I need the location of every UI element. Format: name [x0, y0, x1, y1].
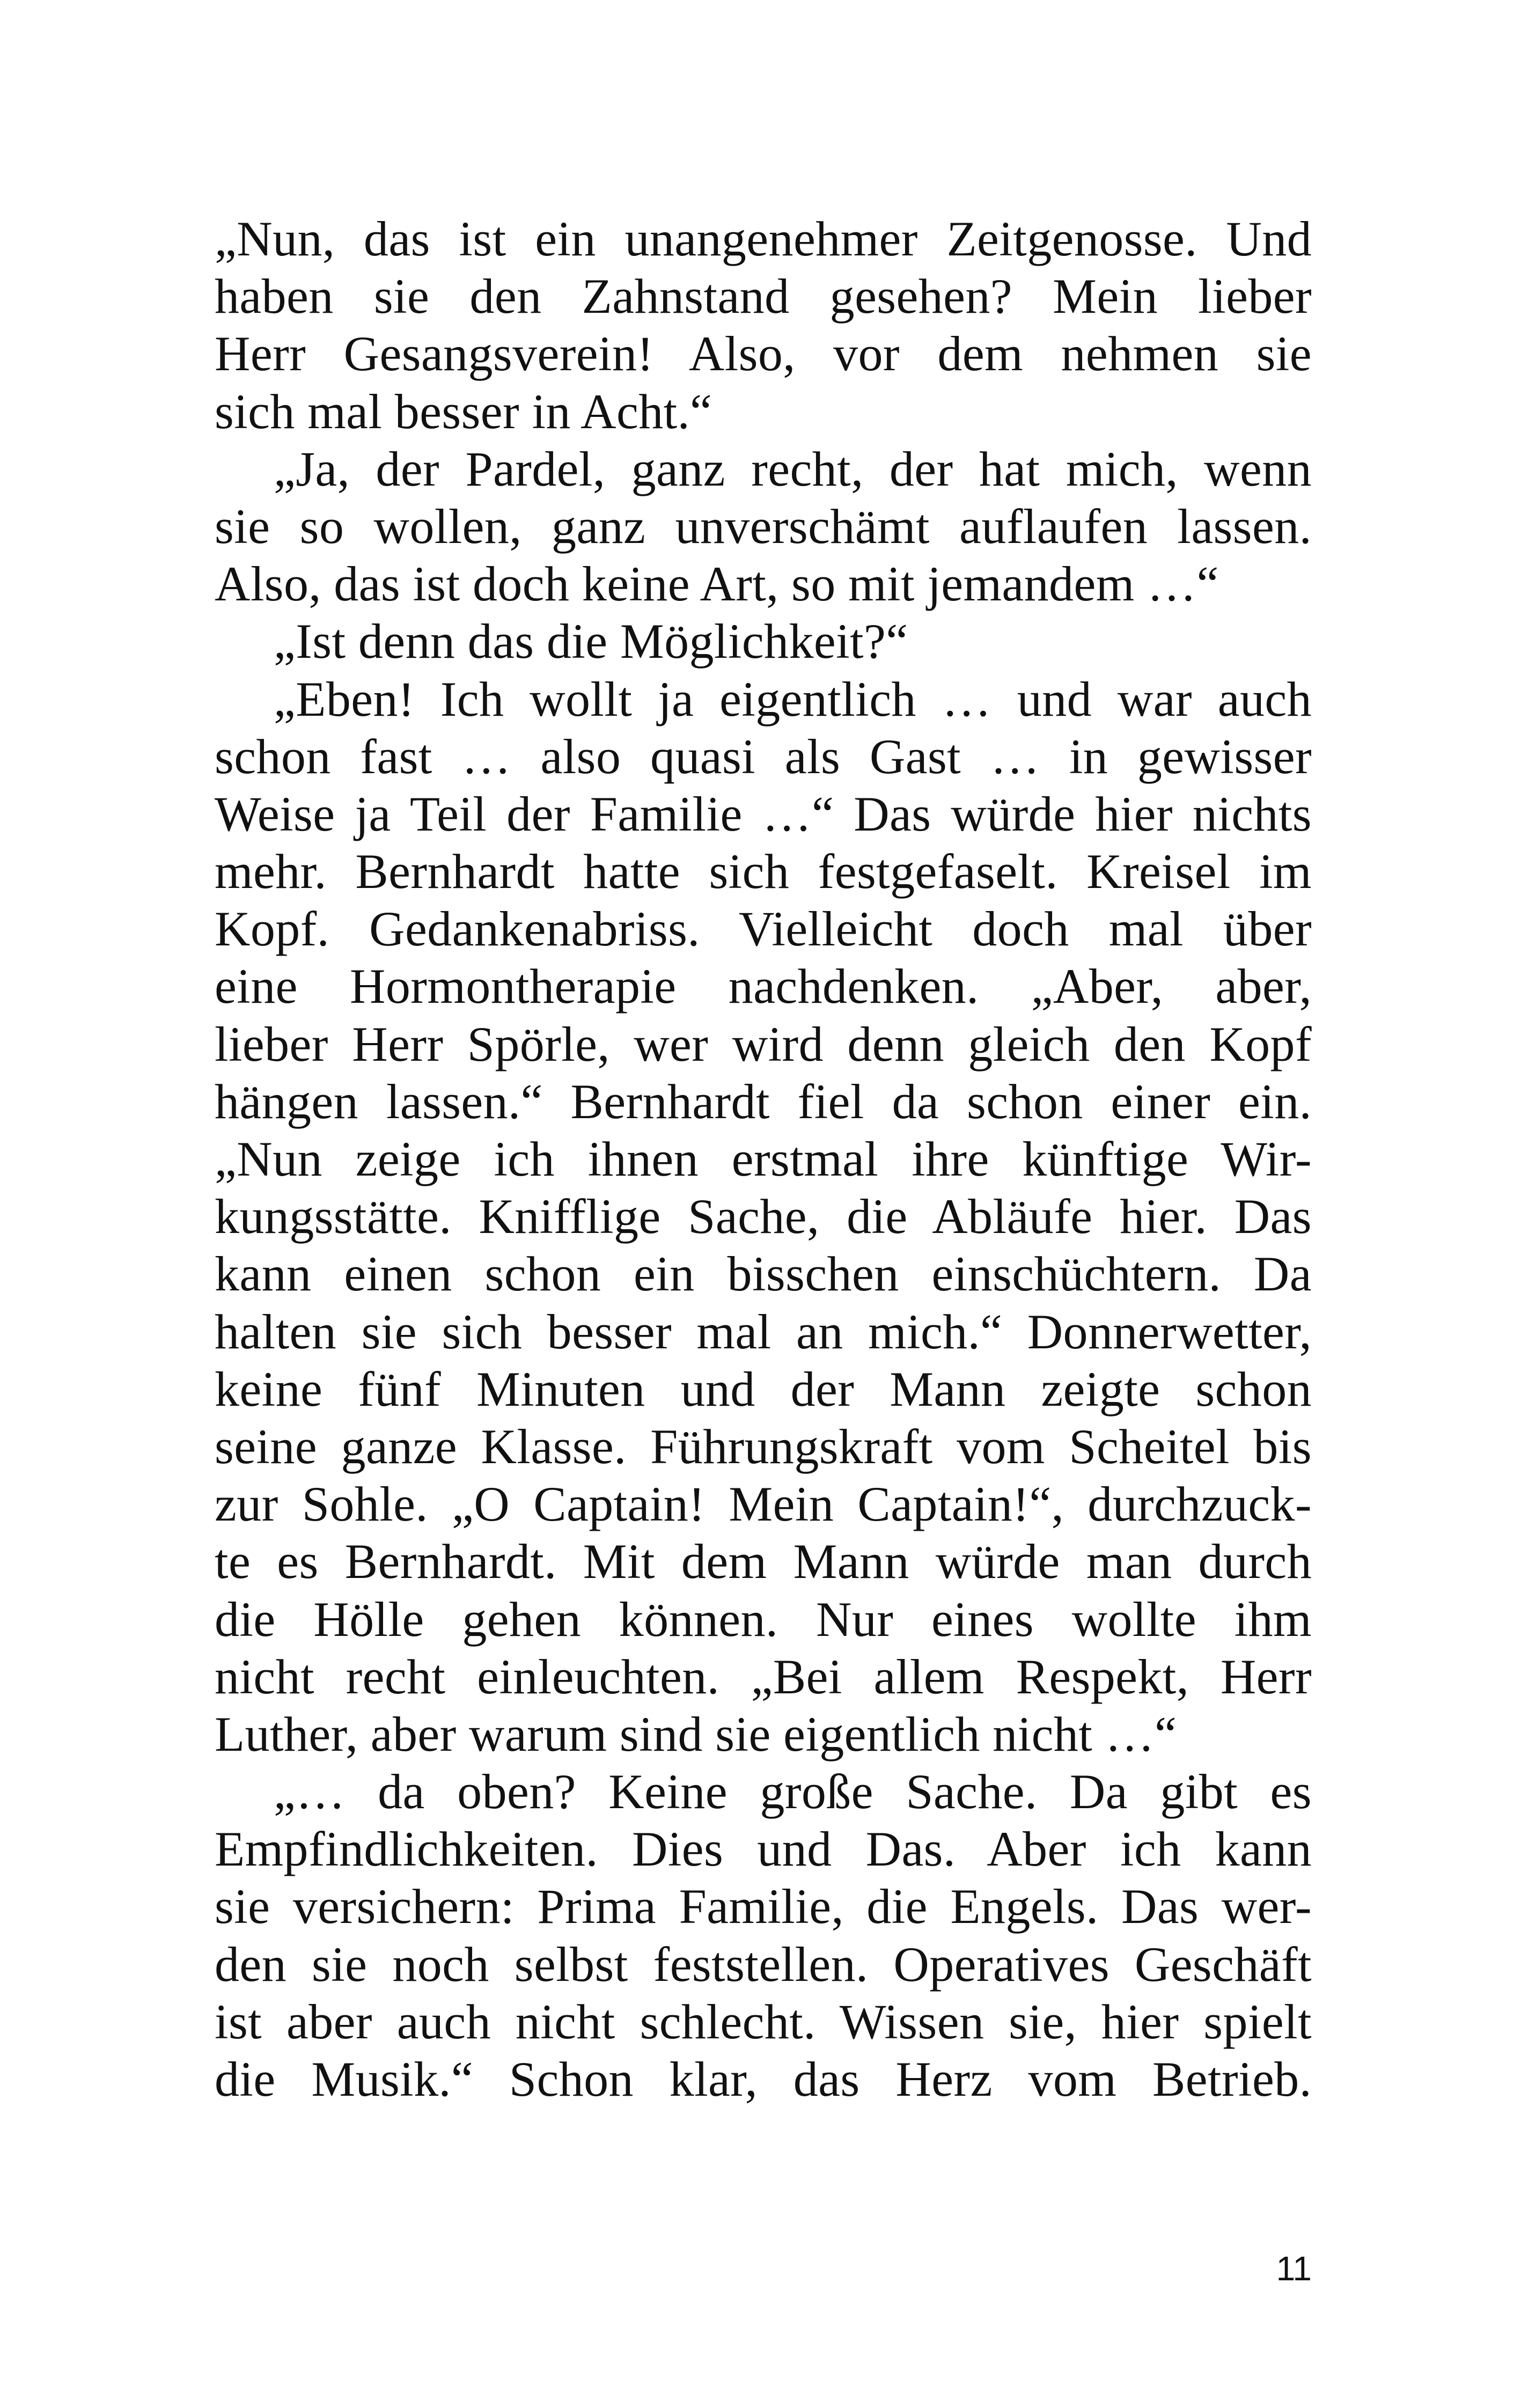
text-line: sie so wollen, ganz unverschämt auflaufen lassen.: [215, 498, 1312, 554]
text-line: nicht recht einleuchten. „Bei allem Respekt, Herr: [215, 1649, 1312, 1704]
text-line: Also, das ist doch keine Art, so mit jemandem …“: [215, 556, 1219, 612]
text-line: sie versichern: Prima Familie, die Engels. Das wer-: [215, 1879, 1312, 1934]
text-line: „… da oben? Keine große Sache. Da gibt es: [274, 1764, 1312, 1819]
text-line: lieber Herr Spörle, wer wird denn gleich den Kopf: [215, 1016, 1312, 1071]
text-line: Kopf. Gedankenabriss. Vielleicht doch mal über: [215, 901, 1312, 957]
text-line: haben sie den Zahnstand gesehen? Mein lieber: [215, 269, 1312, 324]
text-line: „Ja, der Pardel, ganz recht, der hat mich, wenn: [274, 441, 1312, 496]
body-text: [215, 210, 1312, 2108]
page-number: 11: [1276, 2249, 1312, 2288]
text-line: keine fünf Minuten und der Mann zeigte schon: [215, 1361, 1312, 1416]
text-line: Luther, aber warum sind sie eigentlich nicht …“: [215, 1706, 1177, 1761]
text-line: Weise ja Teil der Familie …“ Das würde hier nichts: [215, 786, 1312, 841]
text-line: ist aber auch nicht schlecht. Wissen sie, hier spielt: [215, 1994, 1312, 2049]
text-line: den sie noch selbst feststellen. Operatives Geschäft: [215, 1936, 1312, 1992]
text-line: te es Bernhardt. Mit dem Mann würde man durch: [215, 1534, 1312, 1589]
text-line: eine Hormontherapie nachdenken. „Aber, aber,: [215, 959, 1312, 1014]
text-line: die Hölle gehen können. Nur eines wollte ihm: [215, 1591, 1312, 1647]
text-line: sich mal besser in Acht.“: [215, 384, 712, 439]
text-line: „Nun, das ist ein unangenehmer Zeitgenosse. Und: [215, 211, 1312, 266]
text-line: kungsstätte. Knifflige Sache, die Abläufe hier. Das: [215, 1189, 1312, 1244]
text-line: hängen lassen.“ Bernhardt fiel da schon einer ein.: [215, 1074, 1312, 1129]
text-line: kann einen schon ein bisschen einschüchtern. Da: [215, 1246, 1312, 1302]
text-line: „Nun zeige ich ihnen erstmal ihre künftige Wir-: [215, 1132, 1312, 1186]
text-line: die Musik.“ Schon klar, das Herz vom Betrieb.: [215, 2052, 1312, 2106]
text-line: Empfindlichkeiten. Dies und Das. Aber ich kann: [215, 1822, 1312, 1877]
text-line: zur Sohle. „O Captain! Mein Captain!“, durchzuck-: [215, 1477, 1312, 1532]
text-line: halten sie sich besser mal an mich.“ Donnerwetter,: [215, 1304, 1312, 1359]
text-line: „Ist denn das die Möglichkeit?“: [274, 614, 908, 669]
text-line: schon fast … also quasi als Gast … in gewisser: [215, 729, 1312, 784]
text-line: Herr Gesangsverein! Also, vor dem nehmen sie: [215, 326, 1312, 381]
text-line: seine ganze Klasse. Führungskraft vom Scheitel bis: [215, 1419, 1312, 1474]
text-line: mehr. Bernhardt hatte sich festgefaselt. Kreisel im: [215, 844, 1312, 899]
text-line: „Eben! Ich wollt ja eigentlich … und war auch: [274, 671, 1312, 726]
